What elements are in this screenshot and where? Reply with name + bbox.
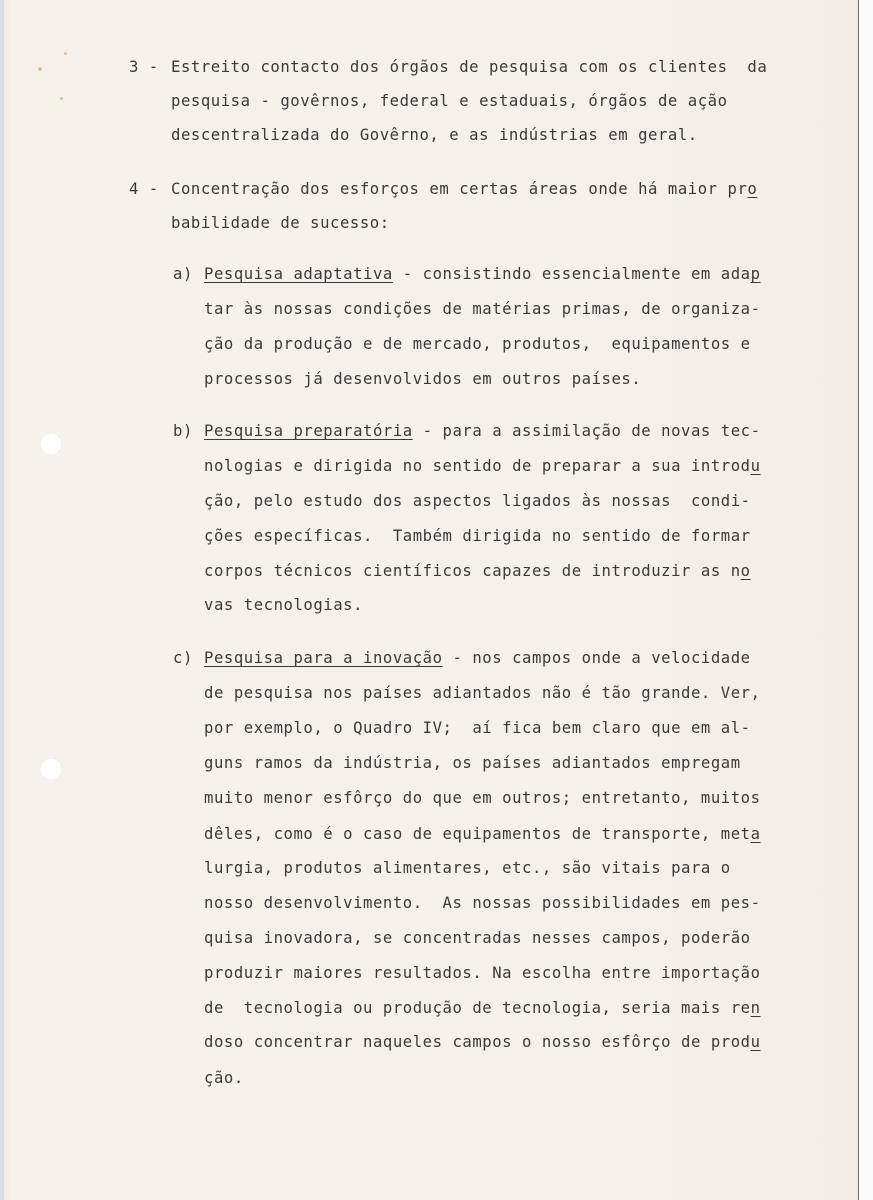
subitem-c-text: de tecnologia ou produção de tecnologia, seria mais re xyxy=(204,999,751,1017)
subitem-b-text: nologias e dirigida no sentido de preparar a sua introd xyxy=(204,457,751,475)
item-4-line-text: Concentração dos esforços em certas áreas onde há maior pr xyxy=(171,180,748,198)
subitem-c-line xyxy=(204,998,761,1018)
subitem-c-text: - nos campos onde a velocidade xyxy=(442,649,751,667)
subitem-c-line: de pesquisa nos países adiantados não é tão grande. Ver, xyxy=(204,684,761,702)
stain-speck xyxy=(64,52,67,55)
subitem-c-label: c) xyxy=(173,649,193,667)
subitem-b-line xyxy=(204,421,761,441)
syllable-underline: o xyxy=(747,180,758,198)
subitem-c-line xyxy=(204,1032,761,1052)
scan-right-edge xyxy=(858,0,873,1200)
subitem-b-line xyxy=(204,456,761,476)
stain-speck xyxy=(60,97,63,100)
punch-hole-bottom xyxy=(40,758,62,780)
subitem-a-line: tar às nossas condições de matérias primas, de organiza- xyxy=(204,300,761,318)
syllable-underline: p xyxy=(750,265,761,283)
syllable-underline: a xyxy=(750,825,761,843)
item-4-line: babilidade de sucesso: xyxy=(171,214,390,232)
subitem-b-line xyxy=(204,561,751,581)
subitem-a-line: processos já desenvolvidos em outros países. xyxy=(204,370,642,388)
subitem-c-line: ção. xyxy=(204,1069,244,1087)
item-3-line: Estreito contacto dos órgãos de pesquisa com os clientes da xyxy=(171,58,768,76)
item-3-line: descentralizada do Govêrno, e as indústrias em geral. xyxy=(171,126,698,144)
subitem-c-line xyxy=(204,824,761,844)
syllable-underline: u xyxy=(750,1033,761,1051)
subitem-c-title: Pesquisa para a inovação xyxy=(204,649,443,667)
subitem-c-text: dêles, como é o caso de equipamentos de transporte, met xyxy=(204,825,751,843)
subitem-c-line: guns ramos da indústria, os países adiantados empregam xyxy=(204,754,741,772)
item-3-line: pesquisa - govêrnos, federal e estaduais, órgãos de ação xyxy=(171,92,728,110)
punch-hole-top xyxy=(40,433,62,455)
subitem-c-line: por exemplo, o Quadro IV; aí fica bem claro que em al- xyxy=(204,719,751,737)
subitem-c-line xyxy=(204,648,751,668)
subitem-c-line: quisa inovadora, se concentradas nesses campos, poderão xyxy=(204,929,751,947)
subitem-c-line: muito menor esfôrço do que em outros; entretanto, muitos xyxy=(204,789,761,807)
syllable-underline: u xyxy=(750,457,761,475)
subitem-b-label: b) xyxy=(173,422,193,440)
subitem-a-label: a) xyxy=(173,265,193,283)
subitem-b-line: ção, pelo estudo dos aspectos ligados às nossas condi- xyxy=(204,492,751,510)
subitem-b-text: corpos técnicos científicos capazes de introduzir as n xyxy=(204,562,741,580)
subitem-b-line: vas tecnologias. xyxy=(204,596,364,614)
syllable-underline: o xyxy=(740,562,751,580)
subitem-c-line: produzir maiores resultados. Na escolha entre importação xyxy=(204,964,761,982)
item-4-number: 4 - xyxy=(129,180,159,198)
item-3-number: 3 - xyxy=(129,58,159,76)
stain-speck xyxy=(38,67,42,71)
subitem-b-line: ções específicas. Também dirigida no sentido de formar xyxy=(204,527,751,545)
subitem-a-text: - consistindo essencialmente em ada xyxy=(392,265,751,283)
subitem-a-title: Pesquisa adaptativa xyxy=(204,265,393,283)
item-4-line xyxy=(171,179,757,199)
syllable-underline: n xyxy=(750,999,761,1017)
subitem-a-line xyxy=(204,264,761,284)
subitem-c-line: lurgia, produtos alimentares, etc., são vitais para o xyxy=(204,859,731,877)
subitem-c-text: doso concentrar naqueles campos o nosso esfôrço de prod xyxy=(204,1033,751,1051)
subitem-c-line: nosso desenvolvimento. As nossas possibilidades em pes- xyxy=(204,894,761,912)
subitem-b-title: Pesquisa preparatória xyxy=(204,422,413,440)
subitem-a-line: ção da produção e de mercado, produtos, equipamentos e xyxy=(204,335,751,353)
scan-left-edge xyxy=(0,0,4,1200)
subitem-b-text: - para a assimilação de novas tec- xyxy=(412,422,761,440)
